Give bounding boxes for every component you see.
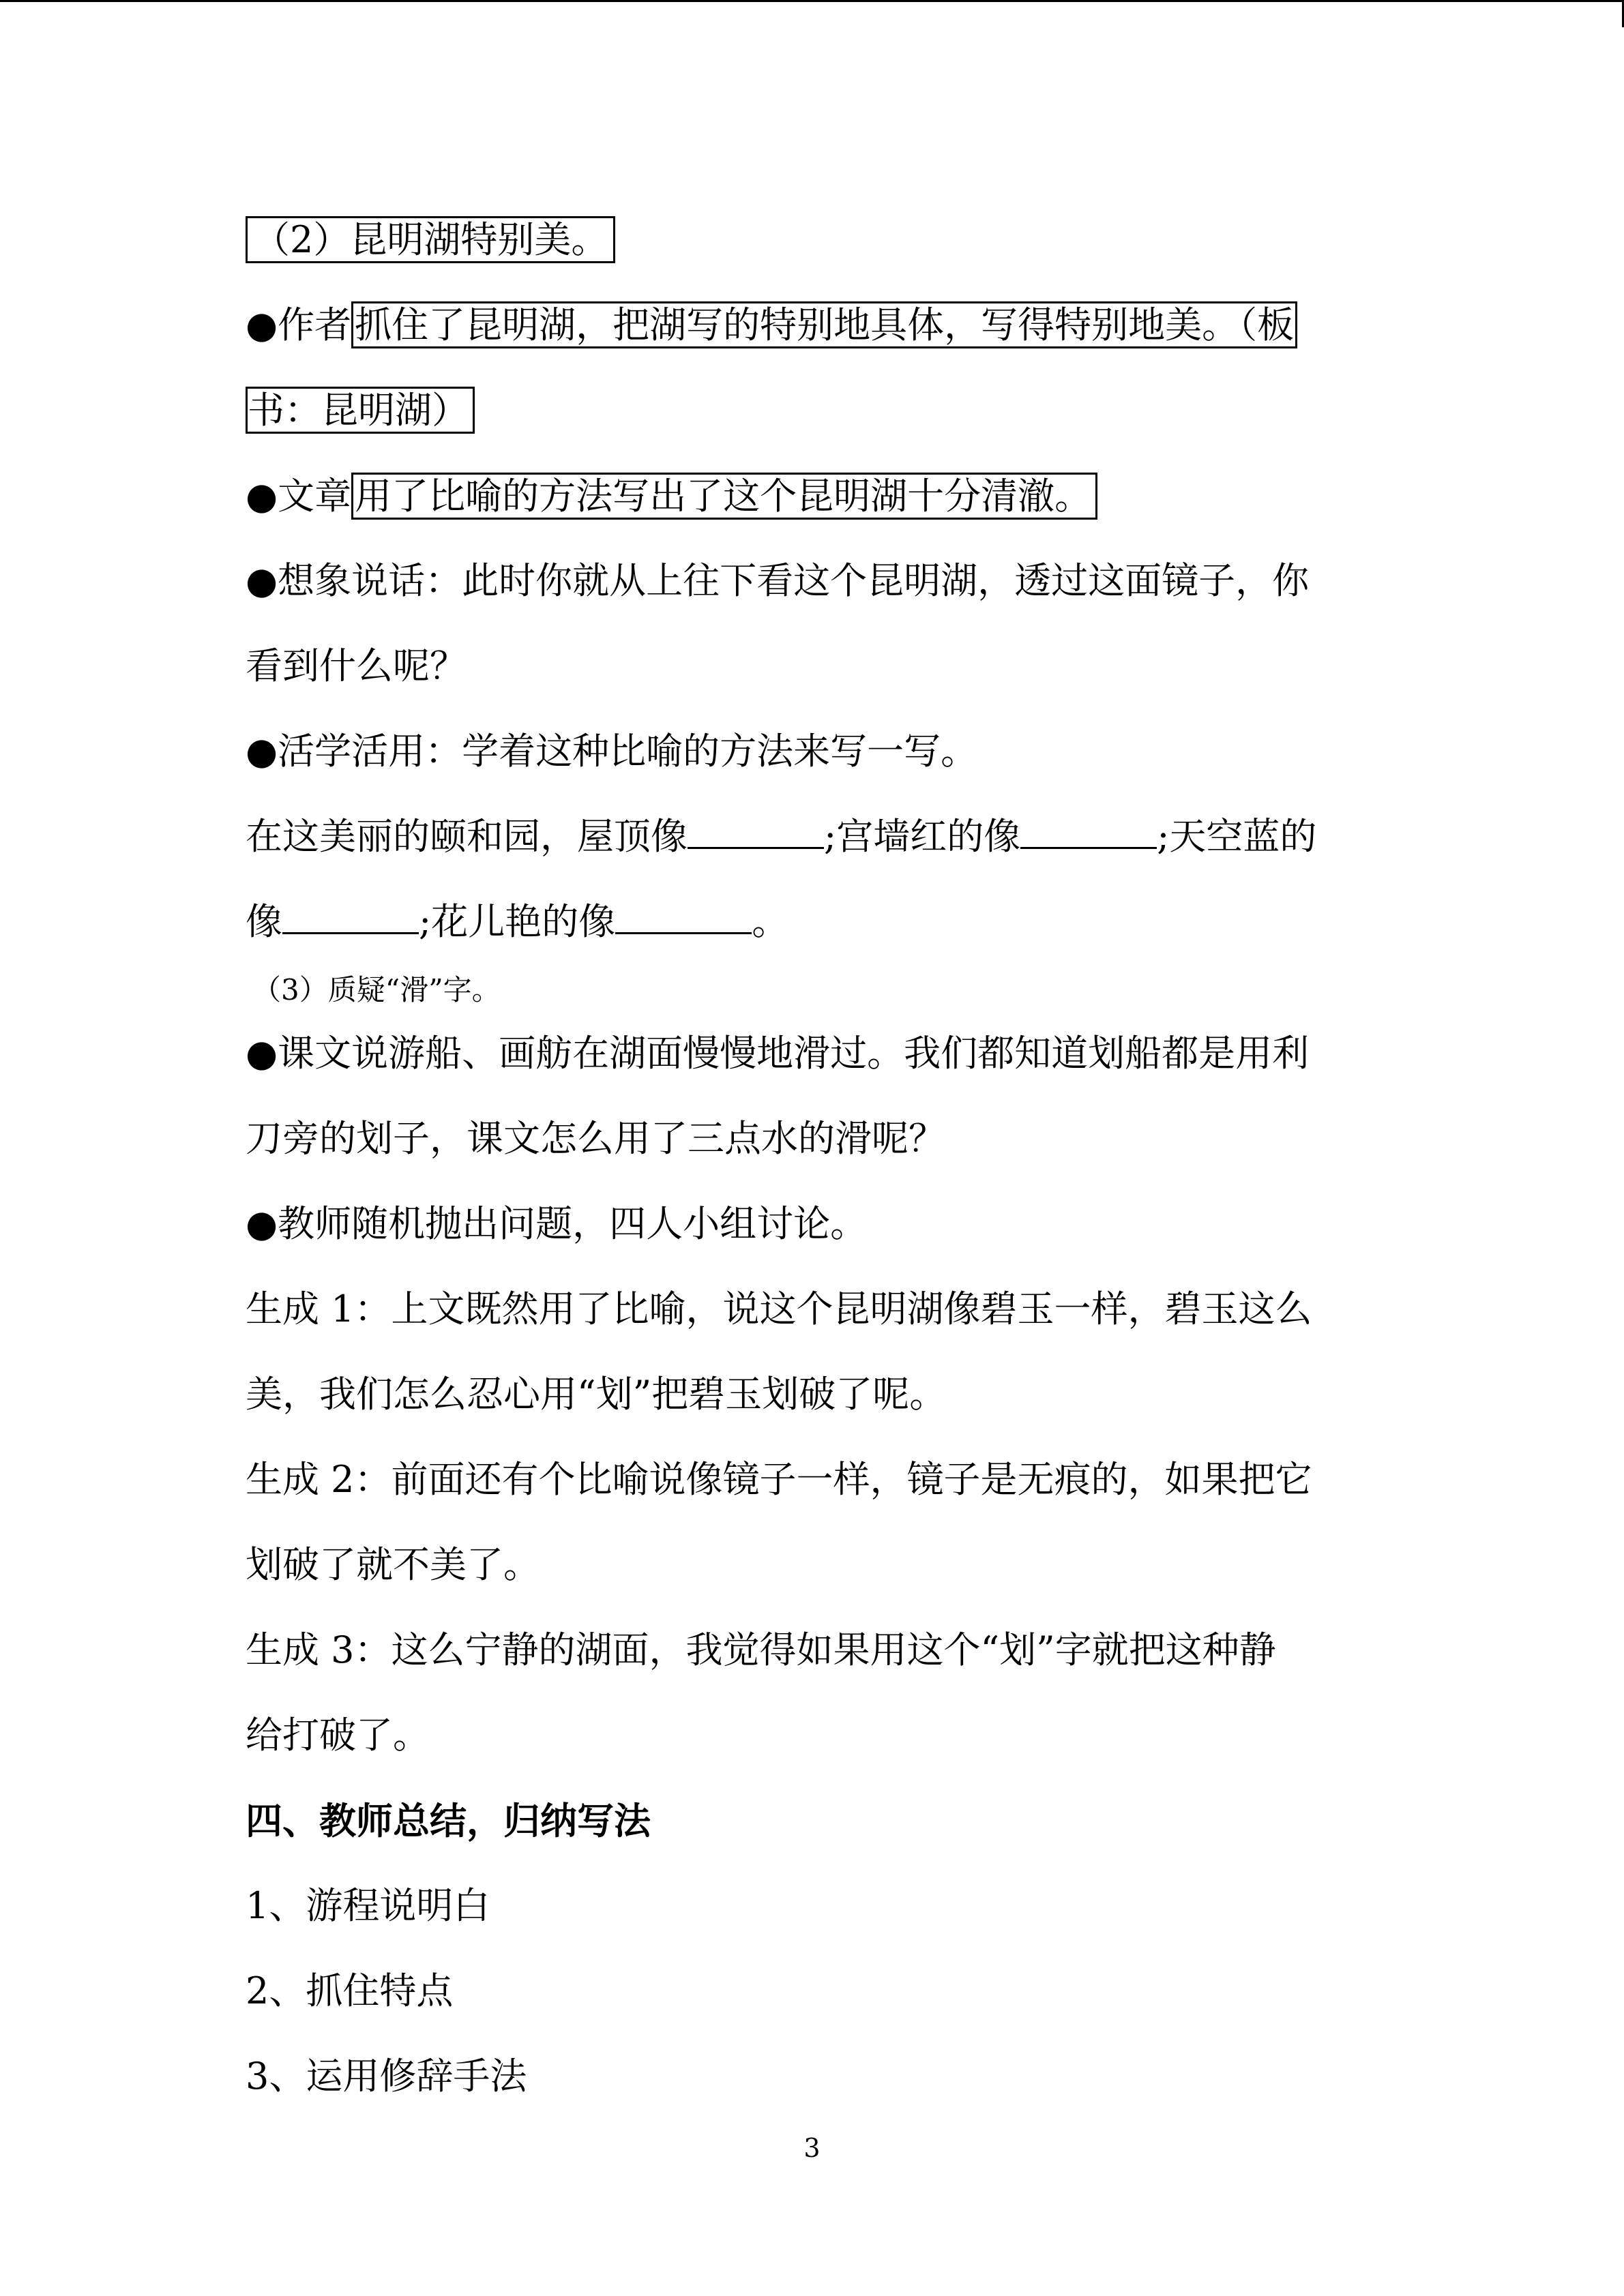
paragraph-line: ●活学活用：学着这种比喻的方法来写一写。 (246, 730, 978, 773)
text-segment: ;花儿艳的像 (419, 900, 616, 943)
text-segment: 。 (752, 900, 789, 943)
list-item: 1、游程说明白 (246, 1884, 490, 1927)
bullet-article (246, 469, 1097, 524)
section-heading-2 (246, 213, 615, 267)
top-border (0, 0, 1624, 2)
boxed-phrase: 用了比喻的方法写出了这个昆明湖十分清澈。 (351, 473, 1097, 520)
paragraph-line: 生成 2：前面还有个比喻说像镜子一样，镜子是无痕的，如果把它 (246, 1458, 1312, 1501)
text-segment: ;天空蓝的 (1157, 815, 1317, 858)
boxed-heading: （2）昆明湖特别美。 (246, 216, 615, 263)
text-segment: ;宫墙红的像 (824, 815, 1021, 858)
blank-field (615, 895, 752, 934)
paragraph-line: 看到什么呢？ (246, 644, 467, 687)
subsection-heading-3: （3）质疑“滑”字。 (252, 973, 501, 1007)
paragraph-line: ●想象说话：此时你就从上往下看这个昆明湖，透过这面镜子，你 (246, 559, 1310, 602)
boxed-phrase: 抓住了昆明湖，把湖写的特别地具体，写得特别地美。（板 (351, 301, 1297, 348)
paragraph-line: 生成 3：这么宁静的湖面，我觉得如果用这个“划”字就把这种静 (246, 1628, 1276, 1671)
section-heading-4: 四、教师总结，归纳写法 (246, 1799, 651, 1843)
bullet-author (246, 298, 1297, 353)
paragraph-line: ●课文说游船、画舫在湖面慢慢地滑过。我们都知道划船都是用利 (246, 1032, 1310, 1075)
paragraph-line: 生成 1：上文既然用了比喻，说这个昆明湖像碧玉一样，碧玉这么 (246, 1287, 1312, 1330)
bullet-prefix: ●文章 (246, 475, 352, 518)
list-item: 2、抓住特点 (246, 1969, 454, 2012)
paragraph-line: 给打破了。 (246, 1714, 430, 1757)
fill-blank-line (246, 809, 1316, 864)
paragraph-line: 刀旁的划子，课文怎么用了三点水的滑呢？ (246, 1117, 945, 1160)
text-segment: 在这美丽的颐和园，屋顶像 (246, 815, 688, 858)
fill-blank-line (246, 895, 788, 949)
blank-field (1020, 810, 1157, 849)
paragraph-line: ●教师随机抛出问题，四人小组讨论。 (246, 1202, 868, 1245)
paragraph-line: 美，我们怎么忍心用“划”把碧玉划破了呢。 (246, 1373, 947, 1416)
blank-field (688, 810, 824, 849)
paragraph-line: 划破了就不美了。 (246, 1543, 540, 1586)
boxed-board-note: 书：昆明湖） (246, 387, 475, 434)
text-segment: 像 (246, 900, 282, 943)
bullet-prefix: ●作者 (246, 303, 352, 346)
page-number: 3 (803, 2133, 821, 2163)
board-note (246, 383, 475, 438)
list-item: 3、运用修辞手法 (246, 2055, 527, 2098)
blank-field (282, 895, 419, 934)
